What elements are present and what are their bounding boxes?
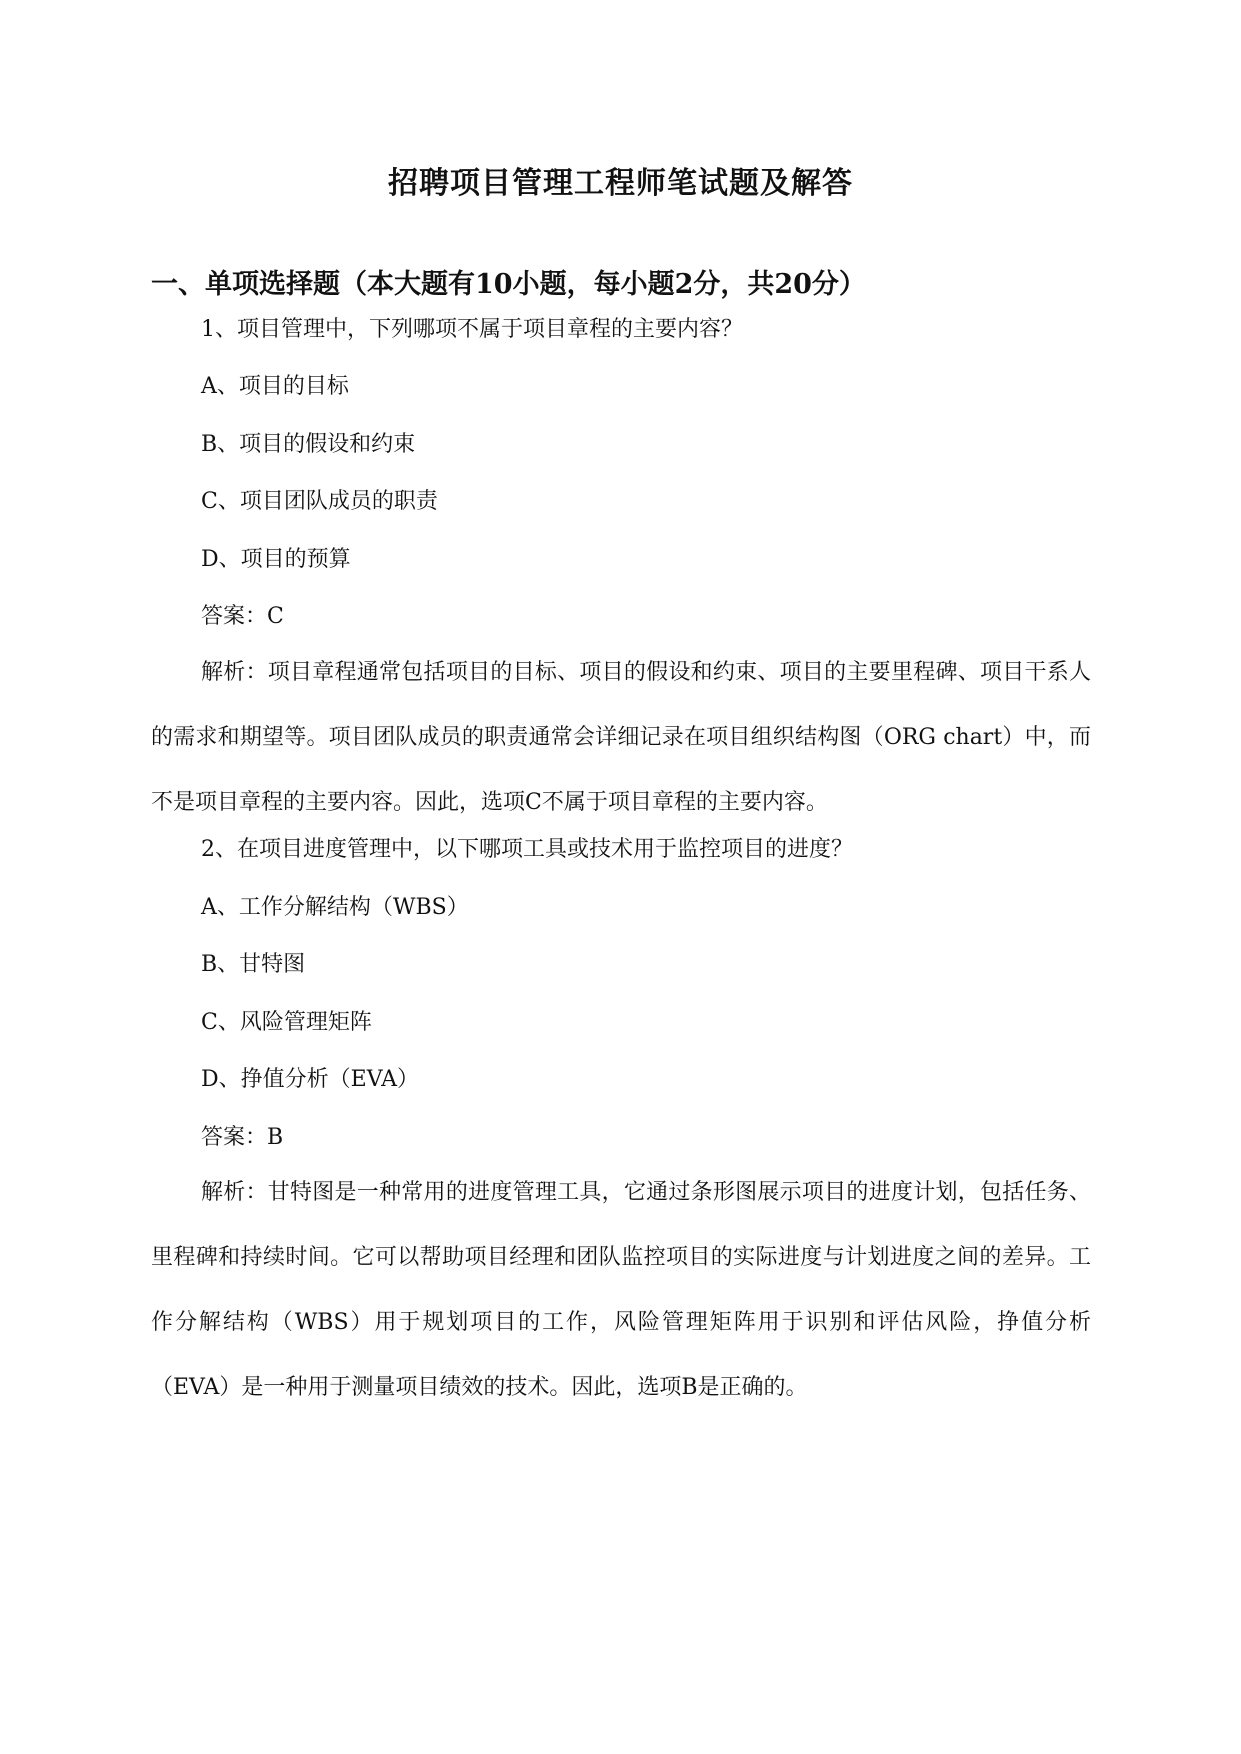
option-c: C、风险管理矩阵 bbox=[201, 1010, 372, 1035]
option-d: D、挣值分析（EVA） bbox=[201, 1067, 419, 1092]
document-title: 招聘项目管理工程师笔试题及解答 bbox=[388, 166, 853, 201]
option-a: A、工作分解结构（WBS） bbox=[201, 895, 469, 920]
option-d: D、项目的预算 bbox=[201, 547, 351, 572]
answer: 答案：B bbox=[201, 1125, 284, 1150]
question-stem: 2、在项目进度管理中，以下哪项工具或技术用于监控项目的进度？ bbox=[201, 837, 853, 862]
analysis: 解析：项目章程通常包括项目的目标、项目的假设和约束、项目的主要里程碑、项目干系人的需求和期望等。项目团队成员的职责通常会详细记录在项目组织结构图（ORG chart）中，而不是项目章程的主要内容。因此，选项C不属于项目章程的主要内容。 bbox=[151, 660, 1091, 815]
option-a: A、项目的目标 bbox=[201, 374, 349, 399]
option-b: B、甘特图 bbox=[201, 952, 306, 977]
answer: 答案：C bbox=[201, 604, 284, 629]
analysis: 解析：甘特图是一种常用的进度管理工具，它通过条形图展示项目的进度计划，包括任务、里程碑和持续时间。它可以帮助项目经理和团队监控项目的实际进度与计划进度之间的差异。工作分解结构（WBS）用于规划项目的工作，风险管理矩阵用于识别和评估风险，挣值分析（EVA）是一种用于测量项目绩效的技术。因此，选项B是正确的。 bbox=[151, 1180, 1091, 1400]
question-stem: 1、项目管理中，下列哪项不属于项目章程的主要内容？ bbox=[201, 317, 743, 342]
option-c: C、项目团队成员的职责 bbox=[201, 489, 438, 514]
section-heading: 一、单项选择题（本大题有10小题，每小题2分，共20分） bbox=[151, 269, 866, 300]
option-b: B、项目的假设和约束 bbox=[201, 432, 416, 457]
